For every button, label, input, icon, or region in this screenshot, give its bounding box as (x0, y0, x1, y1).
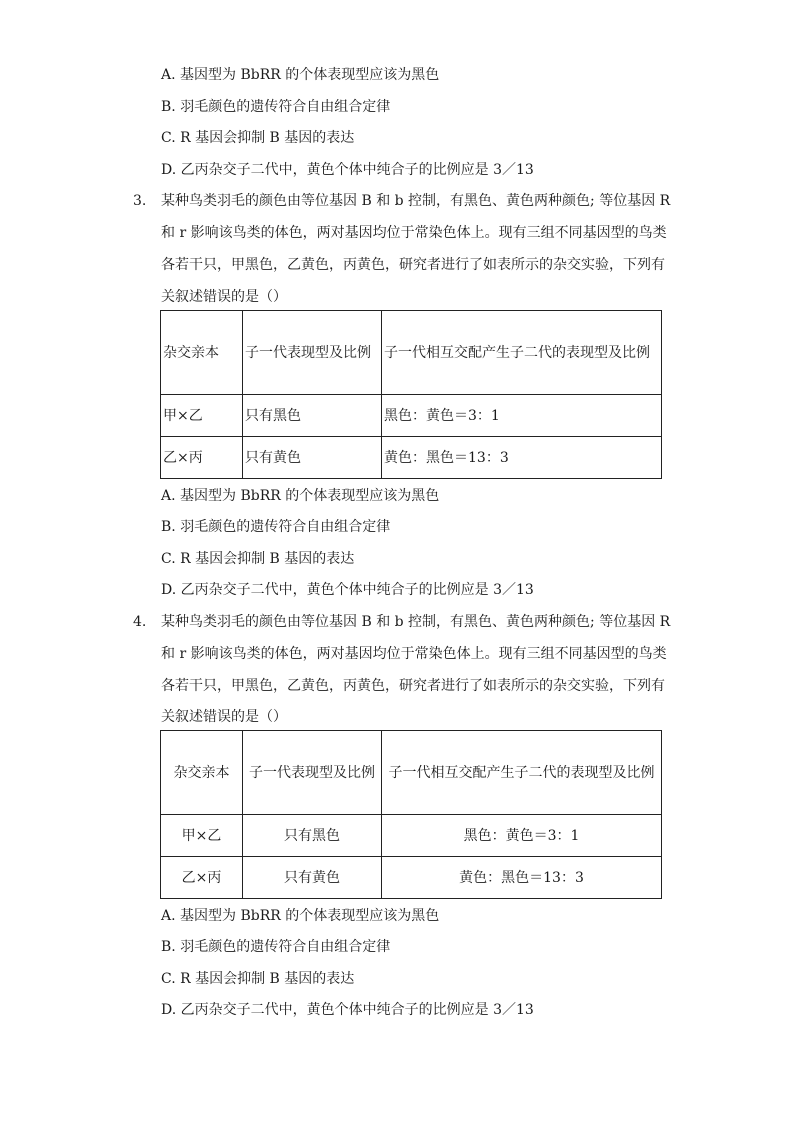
q3-header-f1: 子一代表现型及比例 (243, 311, 382, 395)
q3-stem-line-1: 某种鸟类羽毛的颜色由等位基因 B 和 b 控制，有黑色、黄色两种颜色; 等位基因 R (161, 193, 671, 209)
table-cell: 黑色：黄色＝3：1 (382, 815, 662, 857)
q2-option-a: A. 基因型为 BbRR 的个体表现型应该为黑色 (161, 67, 440, 83)
q4-number: 4. (133, 614, 147, 630)
table-cell: 乙×丙 (161, 437, 243, 479)
q2-option-d: D. 乙丙杂交子二代中，黄色个体中纯合子的比例应是 3／13 (161, 162, 534, 178)
table-cell: 只有黄色 (243, 857, 382, 899)
table-cell: 甲×乙 (161, 395, 243, 437)
q4-option-c: C. R 基因会抑制 B 基因的表达 (161, 971, 355, 987)
q4-option-d: D. 乙丙杂交子二代中，黄色个体中纯合子的比例应是 3／13 (161, 1002, 534, 1018)
q4-header-f2: 子一代相互交配产生子二代的表现型及比例 (382, 731, 662, 815)
q3-stem-line-2: 和 r 影响该鸟类的体色，两对基因均位于常染色体上。现有三组不同基因型的鸟类 (161, 225, 667, 241)
q3-header-f2: 子一代相互交配产生子二代的表现型及比例 (382, 311, 662, 395)
table-cell: 乙×丙 (161, 857, 243, 899)
q2-option-c: C. R 基因会抑制 B 基因的表达 (161, 130, 355, 146)
q3-cross-table (160, 310, 662, 479)
table-cell: 只有黑色 (243, 395, 382, 437)
q4-stem-line-1: 某种鸟类羽毛的颜色由等位基因 B 和 b 控制，有黑色、黄色两种颜色; 等位基因 R (161, 614, 671, 630)
q4-stem-line-2: 和 r 影响该鸟类的体色，两对基因均位于常染色体上。现有三组不同基因型的鸟类 (161, 646, 667, 662)
table-cell: 只有黑色 (243, 815, 382, 857)
q3-header-parents: 杂交亲本 (161, 311, 243, 395)
table-cell: 只有黄色 (243, 437, 382, 479)
q4-stem-line-3: 各若干只，甲黑色，乙黄色，丙黄色，研究者进行了如表所示的杂交实验，下列有 (161, 678, 665, 694)
q3-number: 3. (133, 193, 147, 209)
table-cell: 黑色：黄色＝3：1 (382, 395, 662, 437)
table-cell: 黄色：黑色＝13：3 (382, 437, 662, 479)
q3-stem-line-3: 各若干只，甲黑色，乙黄色，丙黄色，研究者进行了如表所示的杂交实验，下列有 (161, 257, 665, 273)
q4-cross-table (160, 730, 662, 899)
table-cell: 黄色：黑色＝13：3 (382, 857, 662, 899)
q3-option-b: B. 羽毛颜色的遗传符合自由组合定律 (161, 519, 391, 535)
q3-option-d: D. 乙丙杂交子二代中，黄色个体中纯合子的比例应是 3／13 (161, 582, 534, 598)
q3-option-c: C. R 基因会抑制 B 基因的表达 (161, 551, 355, 567)
q4-stem-line-4: 关叙述错误的是（） (161, 709, 287, 725)
q3-stem-line-4: 关叙述错误的是（） (161, 289, 287, 305)
q4-header-parents: 杂交亲本 (161, 731, 243, 815)
table-cell: 甲×乙 (161, 815, 243, 857)
q2-option-b: B. 羽毛颜色的遗传符合自由组合定律 (161, 99, 391, 115)
q3-option-a: A. 基因型为 BbRR 的个体表现型应该为黑色 (161, 488, 440, 504)
q4-header-f1: 子一代表现型及比例 (243, 731, 382, 815)
q4-option-b: B. 羽毛颜色的遗传符合自由组合定律 (161, 939, 391, 955)
q4-option-a: A. 基因型为 BbRR 的个体表现型应该为黑色 (161, 908, 440, 924)
